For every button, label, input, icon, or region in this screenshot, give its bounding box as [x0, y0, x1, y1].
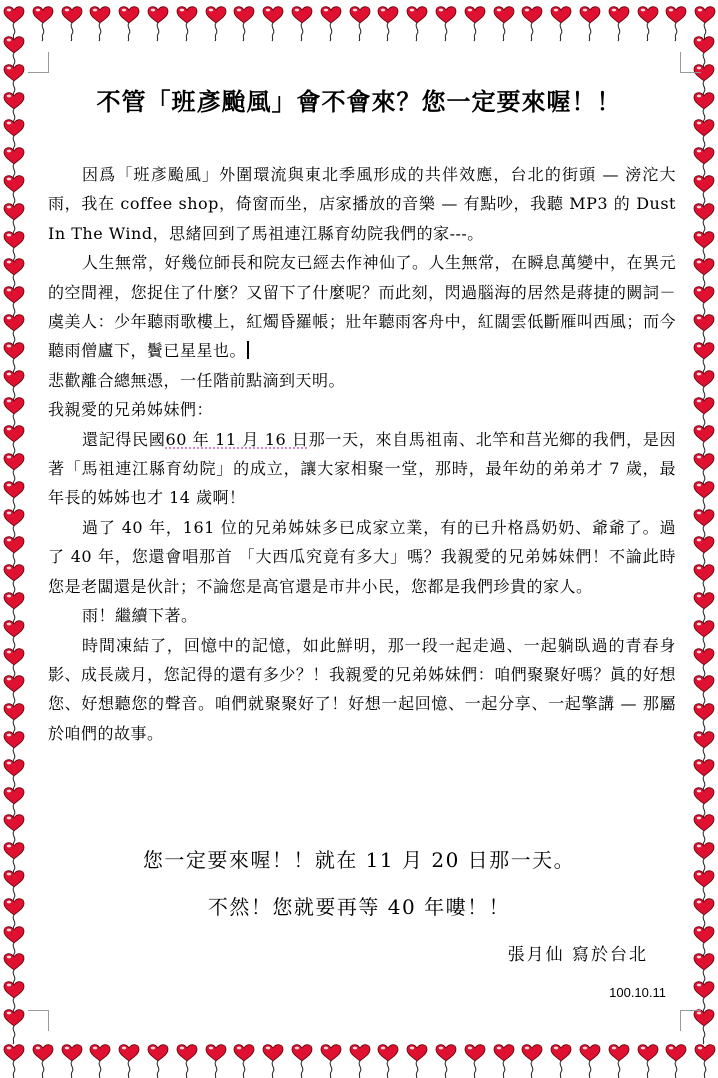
heart-balloon-icon: [694, 732, 714, 766]
letter-body: [48, 160, 676, 748]
greeting: 我親愛的兄弟姊妹們：: [48, 400, 214, 420]
heart-balloon-icon: [666, 1045, 686, 1078]
heart-balloon-icon: [694, 204, 714, 238]
heart-balloon-icon: [350, 1045, 370, 1078]
heart-balloon-icon: [4, 204, 24, 238]
heart-balloon-icon: [694, 120, 714, 154]
heart-balloon-icon: [33, 7, 53, 41]
paragraph-remember-rest: 那一天，來自馬祖南、北竿和莒光鄉的我們，是因著「馬祖連江縣育幼院」的成立，讓大家相聚一堂，那時，最年幼的弟弟才 7 歲，最年長的姊姊也才 14 歲啊！: [48, 429, 676, 508]
heart-balloon-icon: [4, 788, 24, 822]
heart-balloon-icon: [609, 7, 629, 41]
corner-mark-bottom-left: [28, 1010, 49, 1031]
heart-balloon-icon: [609, 1045, 629, 1078]
heart-balloon-icon: [4, 899, 24, 933]
heart-balloon-icon: [4, 259, 24, 293]
heart-balloon-icon: [666, 7, 686, 41]
heart-balloon-icon: [4, 871, 24, 905]
corner-mark-top-right: [680, 52, 701, 73]
paragraph-life-impermanence: [48, 248, 676, 366]
heart-balloon-icon: [177, 1045, 197, 1078]
heart-balloon-icon: [4, 621, 24, 655]
paragraph-memories: 時間凍結了，回憶中的記憶，如此鮮明，那一段一起走過、一起躺臥過的青春身影、成長歲月，您記得的還有多少？！我親愛的兄弟姊妹們：咱們聚聚好嗎？眞的好想您、好想聽您的聲音。咱們就聚聚好了！好想一起回憶、一起分享、一起擎講 — 那屬於咱們的故事。: [48, 635, 676, 743]
heart-balloon-icon: [4, 176, 24, 210]
heart-balloon-icon: [494, 1045, 514, 1078]
heart-balloon-icon: [694, 93, 714, 127]
heart-balloon-icon: [694, 148, 714, 182]
heart-balloon-icon: [694, 899, 714, 933]
heart-balloon-icon: [694, 649, 714, 683]
heart-balloon-icon: [494, 7, 514, 41]
paragraph-life-impermanence-text: 人生無常，好幾位師長和院友已經去作神仙了。人生無常，在瞬息萬變中，在異元的空間裡，您捉住了什麼？又留下了什麼呢？而此刻，閃過腦海的居然是蔣捷的闕詞－虞美人：少年聽雨歌樓上，紅燭昏羅帳；壯年聽雨客舟中，紅闊雲低斷雁叫西風；而今聽雨僧廬下，鬢已星星也。: [48, 253, 677, 361]
heart-balloon-icon: [90, 1045, 110, 1078]
heart-balloon-icon: [4, 760, 24, 794]
heart-balloon-icon: [4, 65, 24, 99]
heart-balloon-icon: [90, 7, 110, 41]
heart-balloon-icon: [694, 621, 714, 655]
page-title: 不管「班彥颱風」會不會來？您一定要來喔！！: [96, 87, 622, 116]
heart-balloon-icon: [234, 7, 254, 41]
heart-balloon-icon: [4, 343, 24, 377]
founding-date: 60 年 11 月 16 日: [165, 429, 309, 449]
heart-balloon-icon: [4, 704, 24, 738]
paragraph-rainy-day: 因爲「班彥颱風」外圍環流與東北季風形成的共伴效應，台北的街頭 — 滂沱大雨，我在 coffee shop，倚窗而坐，店家播放的音樂 — 有點吵，我聽 MP3 的 Dust In The Wind，思緒回到了馬祖連江縣育幼院我們的家---。: [48, 165, 676, 243]
heart-balloon-icon: [407, 7, 427, 41]
heart-balloon-icon: [436, 7, 456, 41]
heart-balloon-icon: [694, 676, 714, 710]
heart-balloon-icon: [695, 1045, 715, 1078]
heart-balloon-icon: [4, 315, 24, 349]
heart-balloon-icon: [694, 843, 714, 877]
heart-balloon-icon: [580, 1045, 600, 1078]
paragraph-rain-continues: 雨！繼續下著。: [82, 606, 198, 626]
heart-balloon-icon: [694, 593, 714, 627]
heart-balloon-icon: [465, 1045, 485, 1078]
heart-balloon-icon: [4, 954, 24, 988]
heart-balloon-icon: [694, 788, 714, 822]
heart-balloon-icon: [4, 120, 24, 154]
heart-balloon-icon: [4, 537, 24, 571]
date-label: 100.10.11: [609, 985, 666, 1000]
heart-balloon-icon: [62, 7, 82, 41]
heart-balloon-icon: [33, 1045, 53, 1078]
heart-balloon-icon: [694, 176, 714, 210]
heart-balloon-icon: [694, 871, 714, 905]
heart-balloon-icon: [4, 510, 24, 544]
closing-invitation: 您一定要來喔！！就在 11 月 20 日那一天。: [142, 848, 576, 872]
heart-balloon-icon: [694, 371, 714, 405]
heart-balloon-icon: [580, 7, 600, 41]
heart-balloon-icon: [522, 7, 542, 41]
heart-balloon-icon: [177, 7, 197, 41]
heart-balloon-icon: [694, 815, 714, 849]
heart-balloon-icon: [263, 7, 283, 41]
heart-balloon-icon: [694, 927, 714, 961]
heart-balloon-icon: [694, 510, 714, 544]
heart-balloon-icon: [4, 565, 24, 599]
heart-balloon-icon: [4, 732, 24, 766]
heart-balloon-icon: [694, 954, 714, 988]
heart-balloon-icon: [694, 565, 714, 599]
heart-balloon-icon: [292, 7, 312, 41]
paragraph-poem-end: 悲歡離合總無憑，一任階前點滴到天明。: [48, 370, 346, 390]
heart-balloon-icon: [206, 7, 226, 41]
signature: 張月仙 寫於台北: [507, 945, 648, 965]
heart-balloon-icon: [4, 649, 24, 683]
paragraph-forty-years: 過了 40 年，161 位的兄弟姊妹多已成家立業，有的已升格爲奶奶、爺爺了。過了 40 年，您還會唱那首 「大西瓜究竟有多大」嗎？我親愛的兄弟姊妹們！不論此時您是老闆還是伙計；不論您是高官還是市井小民，您都是我們珍貴的家人。: [48, 517, 676, 596]
heart-balloon-icon: [4, 232, 24, 266]
heart-balloon-icon: [694, 315, 714, 349]
corner-mark-bottom-right: [680, 1010, 701, 1031]
heart-balloon-icon: [694, 259, 714, 293]
heart-balloon-icon: [694, 454, 714, 488]
heart-balloon-icon: [119, 7, 139, 41]
heart-balloon-icon: [4, 815, 24, 849]
paragraph-remember: [48, 425, 676, 513]
heart-balloon-icon: [4, 371, 24, 405]
heart-balloon-icon: [694, 398, 714, 432]
heart-balloon-icon: [4, 148, 24, 182]
heart-balloon-icon: [4, 93, 24, 127]
heart-balloon-icon: [694, 704, 714, 738]
heart-balloon-icon: [4, 454, 24, 488]
heart-balloon-icon: [350, 7, 370, 41]
heart-balloon-icon: [4, 1010, 24, 1044]
heart-balloon-icon: [695, 7, 715, 41]
heart-balloon-icon: [119, 1045, 139, 1078]
heart-balloon-icon: [4, 843, 24, 877]
heart-balloon-icon: [694, 482, 714, 516]
heart-balloon-icon: [407, 1045, 427, 1078]
closing-reminder: 不然！您就要再等 40 年嘍！！: [207, 895, 511, 919]
corner-mark-top-left: [28, 52, 49, 73]
heart-balloon-icon: [148, 7, 168, 41]
heart-balloon-icon: [378, 7, 398, 41]
paragraph-remember-intro: 還記得民國: [82, 429, 166, 449]
heart-balloon-icon: [292, 1045, 312, 1078]
heart-balloon-icon: [4, 287, 24, 321]
heart-balloon-icon: [4, 37, 24, 71]
heart-balloon-icon: [206, 1045, 226, 1078]
heart-balloon-icon: [551, 7, 571, 41]
heart-balloon-icon: [694, 343, 714, 377]
heart-balloon-icon: [234, 1045, 254, 1078]
heart-balloon-icon: [4, 927, 24, 961]
heart-balloon-icon: [4, 982, 24, 1016]
heart-balloon-icon: [551, 1045, 571, 1078]
heart-balloon-icon: [4, 1045, 24, 1078]
heart-balloon-icon: [4, 7, 24, 41]
heart-balloon-icon: [62, 1045, 82, 1078]
heart-balloon-icon: [4, 482, 24, 516]
heart-balloon-icon: [694, 760, 714, 794]
heart-balloon-icon: [694, 232, 714, 266]
heart-balloon-icon: [4, 593, 24, 627]
heart-balloon-icon: [4, 426, 24, 460]
heart-balloon-icon: [321, 1045, 341, 1078]
heart-balloon-icon: [694, 537, 714, 571]
heart-balloon-icon: [436, 1045, 456, 1078]
heart-balloon-icon: [4, 676, 24, 710]
heart-balloon-icon: [465, 7, 485, 41]
heart-balloon-icon: [4, 398, 24, 432]
heart-balloon-icon: [263, 1045, 283, 1078]
heart-balloon-icon: [694, 287, 714, 321]
heart-balloon-icon: [638, 1045, 658, 1078]
text-cursor: [247, 341, 249, 359]
heart-balloon-icon: [694, 426, 714, 460]
heart-balloon-icon: [378, 1045, 398, 1078]
heart-balloon-icon: [321, 7, 341, 41]
heart-balloon-icon: [148, 1045, 168, 1078]
heart-balloon-icon: [522, 1045, 542, 1078]
heart-balloon-icon: [638, 7, 658, 41]
